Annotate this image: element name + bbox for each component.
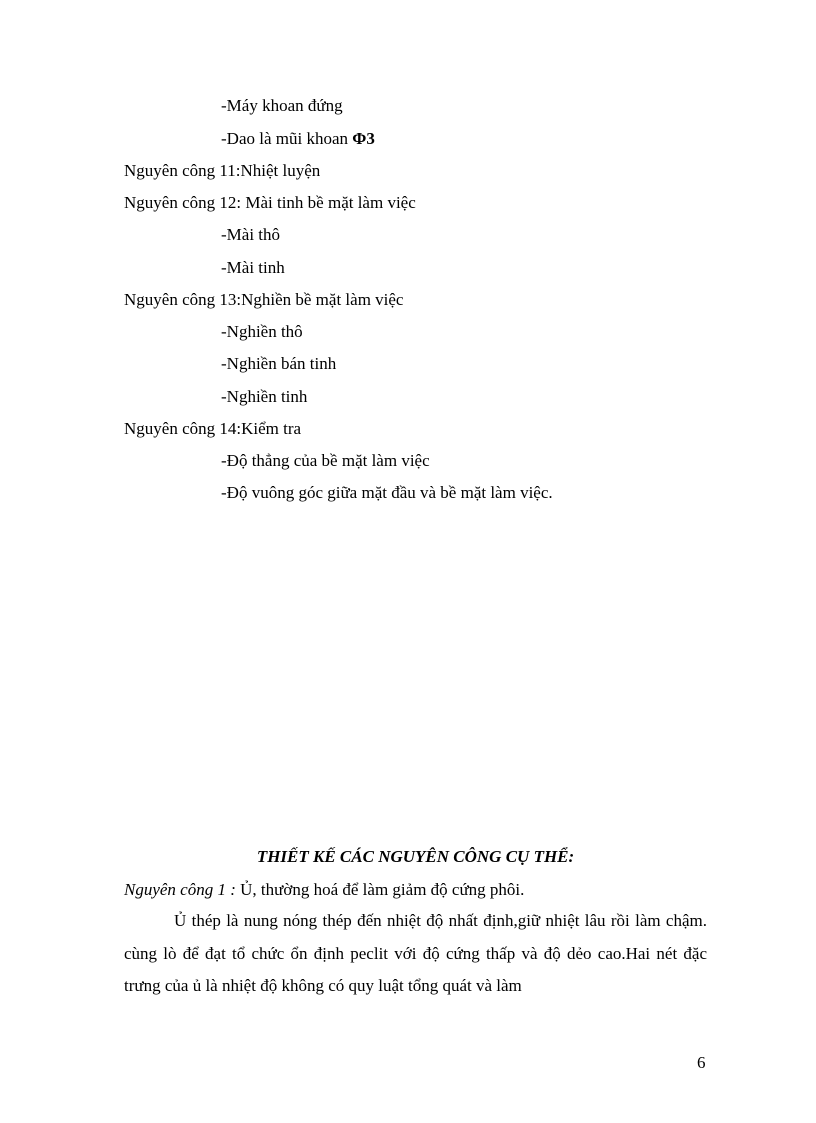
operation-14-inspection: Nguyên công 14:Kiểm tra [124, 419, 302, 438]
list-item-rough-lapping: -Nghiền thô [221, 322, 303, 341]
operation-1-text: Ủ, thường hoá để làm giảm độ cứng phôi. [235, 880, 525, 899]
drill-diameter-symbol: Φ3 [352, 129, 375, 148]
annealing-paragraph: Ủ thép là nung nóng thép đến nhiệt độ nhất định,giữ nhiệt lâu rồi làm chậm. cùng lò để đạt tổ chức ổn định peclit với độ cứng thấp và độ dẻo cao.Hai nét đặc trưng của ủ là nhiệt độ không có quy luật tổng quát và làm [124, 911, 707, 995]
operation-11-heat-treatment: Nguyên công 11:Nhiệt luyện [124, 161, 321, 180]
list-item-fine-grinding: -Mài tinh [221, 258, 285, 277]
list-item-drill-bit [221, 128, 375, 150]
list-item-straightness: -Độ thẳng của bề mặt làm việc [221, 451, 430, 470]
list-item-perpendicularity: -Độ vuông góc giữa mặt đầu và bề mặt làm việc. [221, 483, 553, 502]
list-item-drill-machine: -Máy khoan đứng [221, 96, 343, 115]
list-item-semi-fine-lapping: -Nghiền bán tinh [221, 354, 337, 373]
operation-12-fine-grinding: Nguyên công 12: Mài tinh bề mặt làm việc [124, 193, 416, 212]
drill-bit-label: -Dao là mũi khoan [221, 129, 353, 148]
operation-1-label: Nguyên công 1 : [124, 880, 236, 899]
list-item-rough-grinding: -Mài thô [221, 225, 281, 244]
operation-13-lapping: Nguyên công 13:Nghiền bề mặt làm việc [124, 290, 404, 309]
list-item-fine-lapping: -Nghiền tinh [221, 387, 308, 406]
section-heading: THIẾT KẾ CÁC NGUYÊN CÔNG CỤ THỂ: [256, 847, 575, 866]
operation-1-line [124, 874, 707, 907]
page-number: 6 [697, 1053, 706, 1072]
